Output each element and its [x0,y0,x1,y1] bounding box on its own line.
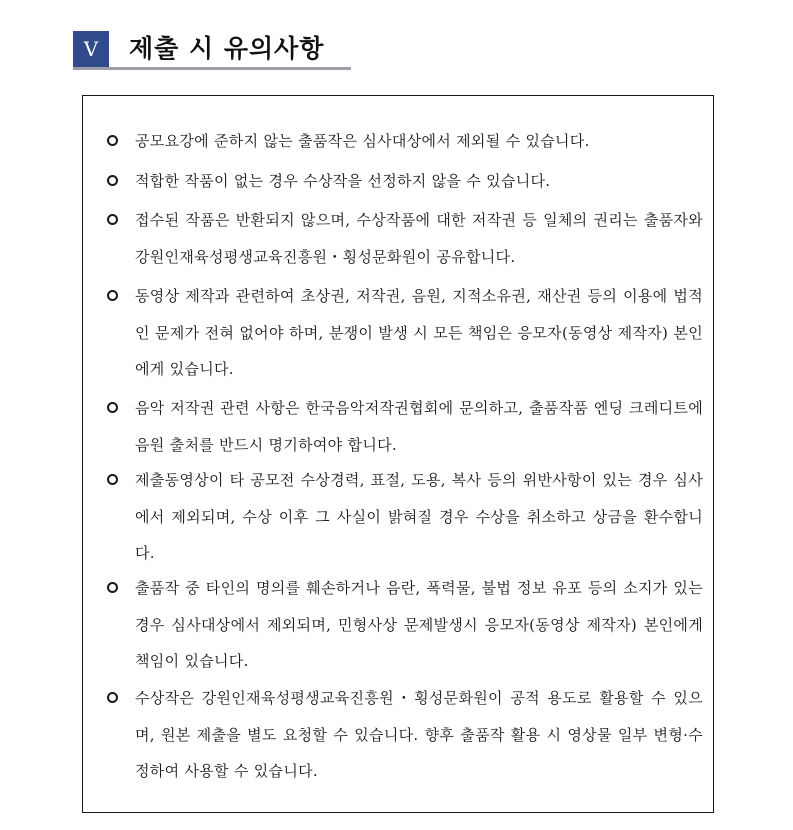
notice-text: 출품작 중 타인의 명의를 훼손하거나 음란, 폭력물, 불법 정보 유포 등의 소지가 있는 경우 심사대상에서 제외되며, 민형사상 문제발생시 응모자(동영상 제작자) 본인에게 책임이 있습니다. [135,579,703,670]
circle-bullet-icon [107,582,118,593]
notice-item [107,163,703,200]
circle-bullet-icon [107,214,118,225]
notice-text: 적합한 작품이 없는 경우 수상작을 선정하지 않을 수 있습니다. [135,172,551,190]
header-underline [73,67,351,70]
notice-text: 수상작은 강원인재육성평생교육진흥원・횡성문화원이 공적 용도로 활용할 수 있으며, 원본 제출을 별도 요청할 수 있습니다. 향후 출품작 활용 시 영상물 일부 변형·수정하여 사용할 수 있습니다. [135,689,703,780]
section-number-badge: Ⅴ [73,31,109,67]
circle-bullet-icon [107,692,118,703]
circle-bullet-icon [107,290,118,301]
circle-bullet-icon [107,474,118,485]
notice-box [82,95,714,813]
section-title: 제출 시 유의사항 [129,34,325,63]
notice-text: 제출동영상이 타 공모전 수상경력, 표절, 도용, 복사 등의 위반사항이 있는 경우 심사에서 제외되며, 수상 이후 그 사실이 밝혀질 경우 수상을 취소하고 상금을 환수합니다. [135,471,703,562]
notice-item [107,123,703,160]
notice-item [107,462,703,572]
notice-text: 음악 저작권 관련 사항은 한국음악저작권협회에 문의하고, 출품작품 엔딩 크레디트에 음원 출처를 반드시 명기하여야 합니다. [135,399,703,454]
notice-text: 동영상 제작과 관련하여 초상권, 저작권, 음원, 지적소유권, 재산권 등의 이용에 법적인 문제가 전혀 없어야 하며, 분쟁이 발생 시 모든 책임은 응모자(동영상 제작자) 본인에게 있습니다. [135,287,703,378]
circle-bullet-icon [107,402,118,413]
section-header [73,30,351,70]
notice-item [107,570,703,680]
notice-item [107,390,703,463]
notice-item [107,278,703,388]
notice-text: 접수된 작품은 반환되지 않으며, 수상작품에 대한 저작권 등 일체의 권리는 출품자와 강원인재육성평생교육진흥원・횡성문화원이 공유합니다. [135,211,703,266]
notice-item [107,202,703,275]
circle-bullet-icon [107,175,118,186]
circle-bullet-icon [107,135,118,146]
notice-text: 공모요강에 준하지 않는 출품작은 심사대상에서 제외될 수 있습니다. [135,132,590,150]
notice-item [107,680,703,790]
